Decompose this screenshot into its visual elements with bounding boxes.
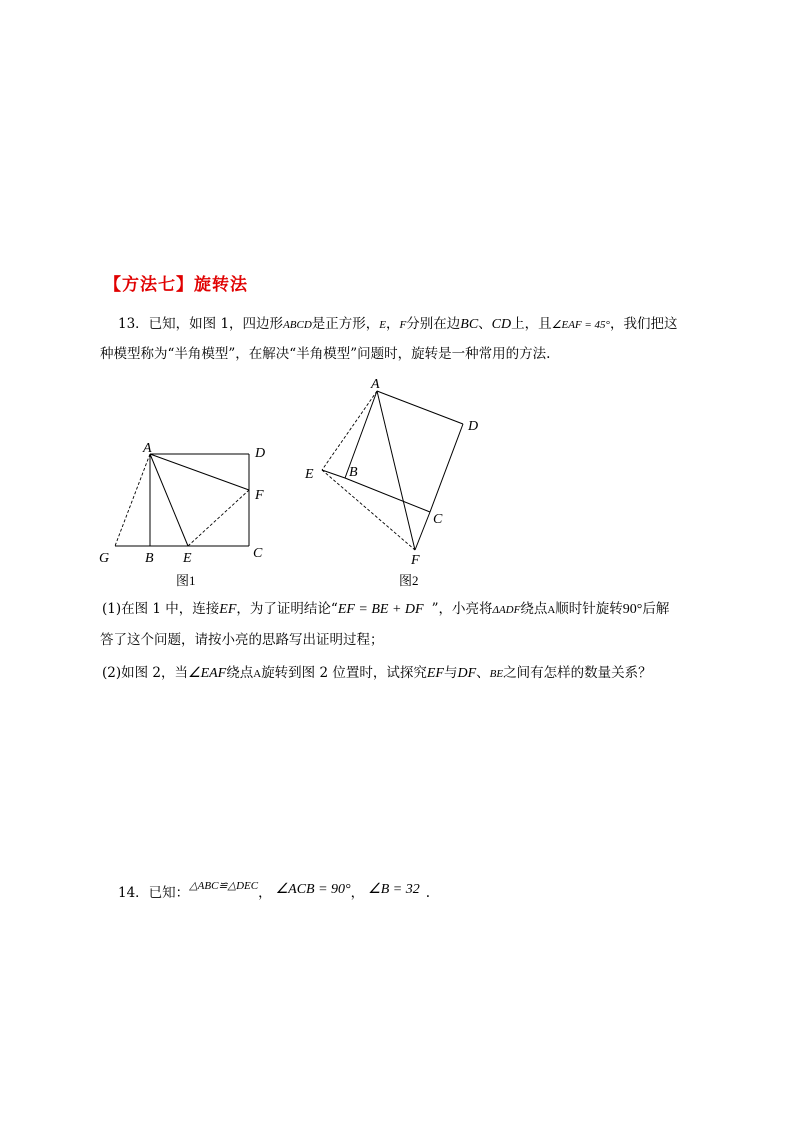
fig1-edge-ae xyxy=(150,454,188,546)
fig2-label-e: E xyxy=(305,467,314,482)
part1-text-i: 顺时针旋转 xyxy=(555,601,623,617)
figure-2 xyxy=(295,368,495,573)
fig1-edge-ef-dashed xyxy=(188,490,249,546)
part1-text-e: ”，小亮将 xyxy=(431,601,493,617)
fig1-label-g: G xyxy=(99,551,110,566)
math-abcd: ABCD xyxy=(283,319,312,331)
fig2-edge-ad xyxy=(377,391,463,424)
q13-text-e: ， xyxy=(386,316,400,332)
fig2-edge-dc xyxy=(430,424,463,512)
fig2-edge-ae-dashed xyxy=(322,391,377,470)
math-bc: BC xyxy=(460,317,479,332)
part1-text-g: 绕点 xyxy=(520,601,548,617)
math-point-a: A xyxy=(547,604,556,616)
math-e: E xyxy=(379,319,387,331)
fig1-edge-af xyxy=(150,454,249,490)
fig1-label-a: A xyxy=(143,441,152,456)
math-angle-eaf: ∠EAF = 45° xyxy=(551,319,610,331)
q13-intro: 13．已知，如图 1，四边形 xyxy=(118,316,284,332)
math-triangle-adf: ΔADF xyxy=(492,604,521,616)
fig2-label-f: F xyxy=(411,553,420,568)
fig2-label-c: C xyxy=(433,512,443,527)
q14-text-g: . xyxy=(425,885,431,901)
fig2-edge-cf xyxy=(415,512,430,550)
part2-intro: (2)如图 2，当 xyxy=(102,665,189,681)
part2-text-i: 、 xyxy=(476,665,490,681)
fig2-edge-bc xyxy=(345,478,430,512)
fig1-caption: 图1 xyxy=(176,573,196,588)
math-angle-eaf-2: ∠EAF xyxy=(188,666,227,681)
fig2-label-b: B xyxy=(349,465,358,480)
math-congruent: △ABC≌△DEC xyxy=(189,880,259,892)
part1-line1 xyxy=(102,596,669,623)
q13-line2: 种模型称为“半角模型”，在解决“半角模型”问题时，旋转是一种常用的方法. xyxy=(100,346,551,362)
math-ef-2: EF xyxy=(426,666,444,681)
fig1-label-d: D xyxy=(255,446,266,461)
q13-text-k: 上，且 xyxy=(511,316,552,332)
part2-text-e: 旋转到图 2 位置时，试探究 xyxy=(261,665,427,681)
math-90deg: 90° xyxy=(622,602,643,617)
q13-line1 xyxy=(118,311,677,338)
q14-line xyxy=(118,880,430,907)
part2-line xyxy=(102,660,652,687)
part1-intro: (1)在图 1 中，连接 xyxy=(102,601,220,617)
fig2-edge-eb xyxy=(322,470,345,478)
math-angle-b: ∠B = 32 xyxy=(368,882,420,897)
fig1-label-e: E xyxy=(183,551,192,566)
math-point-a-2: A xyxy=(253,668,262,680)
section-heading: 【方法七】旋转法 xyxy=(104,275,248,295)
fig2-caption: 图2 xyxy=(399,573,419,588)
fig2-label-a: A xyxy=(371,377,380,392)
math-angle-acb: ∠ACB = 90° xyxy=(275,882,351,897)
part1-text-c: ，为了证明结论“ xyxy=(236,601,338,617)
part1-text-k: 后解 xyxy=(642,601,670,617)
q14-text-e: ， xyxy=(350,885,365,901)
fig2-edge-af xyxy=(377,391,415,550)
math-be: BE xyxy=(489,668,504,680)
part2-text-g: 与 xyxy=(443,665,458,681)
math-cd: CD xyxy=(491,317,512,332)
part2-text-c: 绕点 xyxy=(226,665,254,681)
part1-line2: 答了这个问题，请按小亮的思路写出证明过程； xyxy=(100,632,384,648)
q13-text-m: ，我们把这 xyxy=(609,316,678,332)
fig1-label-f: F xyxy=(255,488,264,503)
figure-1 xyxy=(95,436,275,586)
math-ef-eq: EF = BE + DF xyxy=(337,602,424,617)
fig2-edge-ef-dashed xyxy=(322,470,415,550)
fig1-label-c: C xyxy=(253,546,263,561)
math-df: DF xyxy=(457,666,477,681)
q14-text-c: ， xyxy=(258,885,272,901)
math-ef: EF xyxy=(219,602,237,617)
fig1-label-b: B xyxy=(145,551,154,566)
q13-text-i: 、 xyxy=(478,316,492,332)
fig1-edge-ag-dashed xyxy=(115,454,150,546)
q13-text-g: 分别在边 xyxy=(406,316,461,332)
part2-text-k: 之间有怎样的数量关系？ xyxy=(503,665,652,681)
q14-intro: 14．已知： xyxy=(118,885,190,901)
q13-text-c: 是正方形， xyxy=(311,316,380,332)
math-f: F xyxy=(399,319,407,331)
fig2-label-d: D xyxy=(468,419,479,434)
